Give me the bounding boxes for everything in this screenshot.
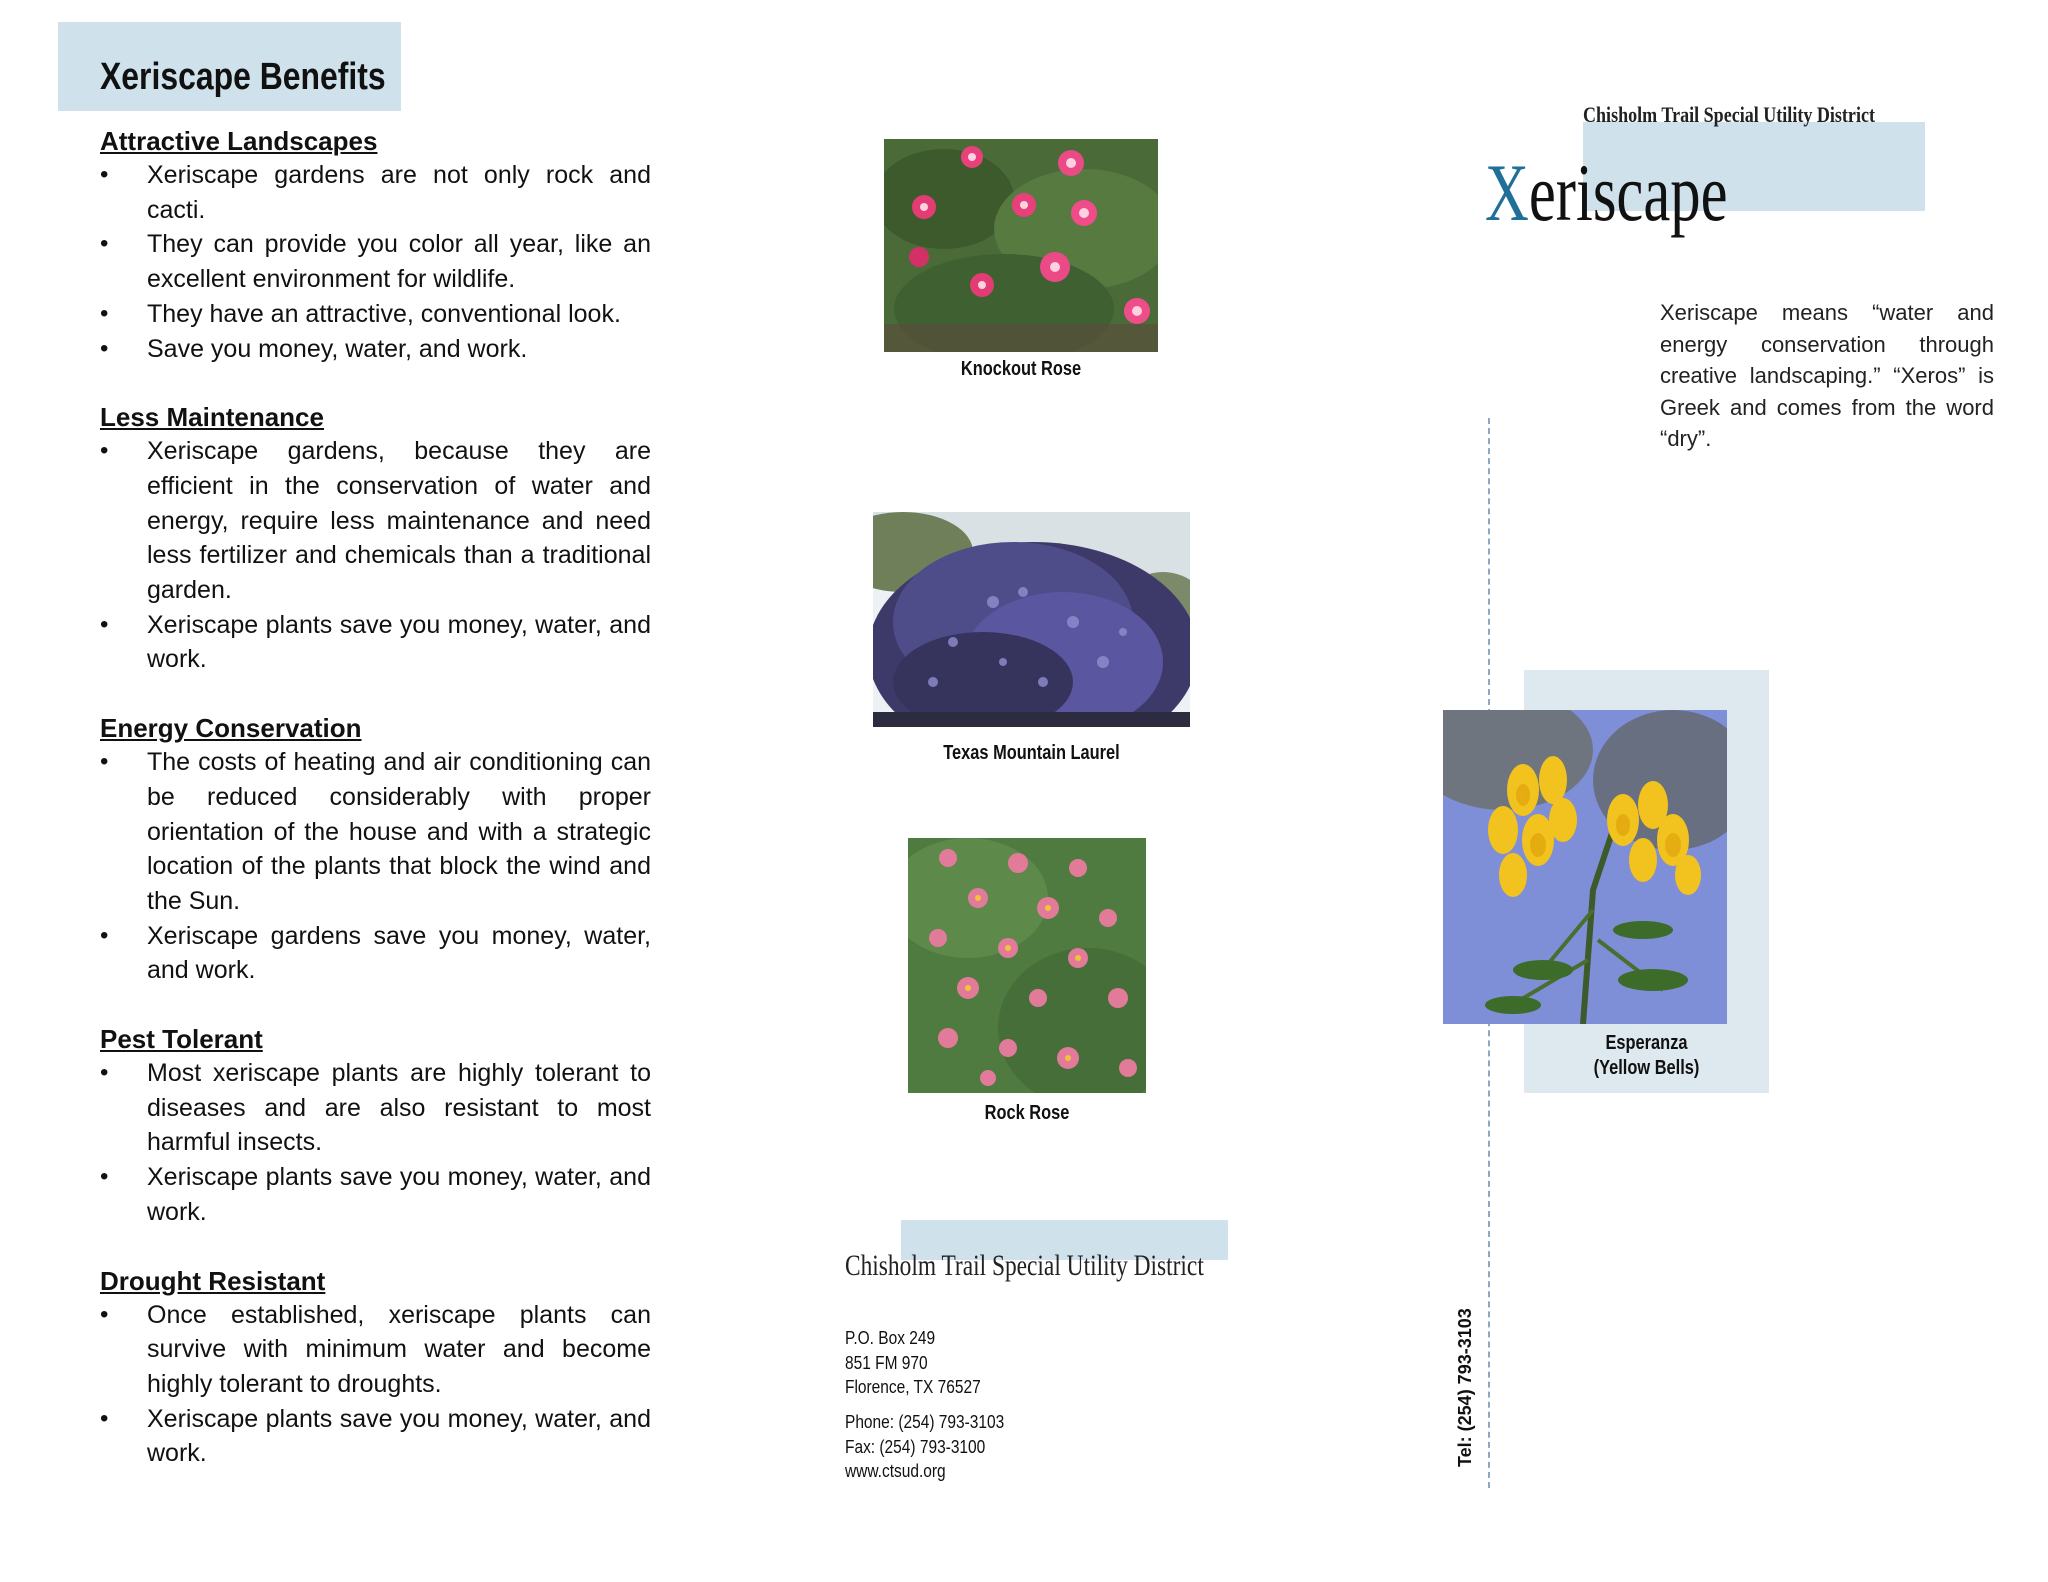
bullet-item: • Once established, xeriscape plants can survive with minimum water and become highly tolerant to droughts. <box>100 1298 651 1402</box>
section-drought-resistant <box>100 1264 651 1472</box>
address-line: Florence, TX 76527 <box>845 1377 981 1397</box>
feature-plant-caption <box>1546 1031 1747 1081</box>
section-heading: Attractive Landscapes <box>100 126 378 156</box>
vertical-phone: Tel: (254) 793-3103 <box>1455 1308 1475 1467</box>
fax-line: Fax: (254) 793-3100 <box>845 1436 986 1457</box>
bullet-item: • The costs of heating and air conditioning can be reduced considerably with proper orientation of the house and with a strategic location of the plants that block the wind and the Sun. <box>100 745 651 919</box>
bullet-item: • Most xeriscape plants are highly tolerant to diseases and are also resistant to most harmful insects. <box>100 1056 651 1160</box>
benefits-list <box>100 124 651 1505</box>
bullet-item: • Xeriscape plants save you money, water, and work. <box>100 1402 651 1471</box>
contact-info <box>845 1410 1004 1484</box>
section-heading: Less Maintenance <box>100 402 324 433</box>
benefits-title: Xeriscape Benefits <box>100 56 386 98</box>
title-rest: eriscape <box>1528 147 1728 238</box>
phone-line: Phone: (254) 793-3103 <box>845 1412 1005 1432</box>
address-line: 851 FM 970 <box>845 1352 928 1373</box>
plant-caption: Knockout Rose <box>960 358 1082 380</box>
bullet-item: • Xeriscape gardens save you money, water, and work. <box>100 919 651 988</box>
title-initial: X <box>1485 147 1529 238</box>
cover-org-name: Chisholm Trail Special Utility District <box>1583 102 1875 127</box>
feature-caption-line: Esperanza <box>1605 1032 1688 1054</box>
section-pest-tolerant <box>100 1022 651 1230</box>
feature-caption-line: (Yellow Bells) <box>1593 1057 1700 1079</box>
address-line: P.O. Box 249 <box>845 1328 936 1348</box>
intro-paragraph: Xeriscape means “water and energy conservation through creative landscaping.” “Xeros” is Greek and comes from the word “dry”. <box>1660 300 1994 451</box>
section-heading: Drought Resistant <box>100 1265 326 1296</box>
esperanza-photo <box>1443 710 1727 1024</box>
bullet-item: • Save you money, water, and work. <box>100 332 651 367</box>
bullet-item: • They can provide you color all year, like an excellent environment for wildlife. <box>100 227 651 296</box>
plant-caption: Rock Rose <box>984 1102 1070 1124</box>
texas-mountain-laurel-photo <box>873 512 1190 727</box>
bullet-item: • They have an attractive, conventional look. <box>100 297 651 332</box>
section-heading: Energy Conservation <box>100 713 362 744</box>
bullet-item: • Xeriscape plants save you money, water, and work. <box>100 608 651 677</box>
website-link[interactable]: www.ctsud.org <box>845 1461 946 1481</box>
bullet-item: • Xeriscape gardens are not only rock and cacti. <box>100 158 651 227</box>
bullet-item: • Xeriscape gardens, because they are efficient in the conservation of water and energy, require less maintenance and need less fertilizer and chemicals than a traditional garden. <box>100 434 651 608</box>
cover-title <box>1485 147 1728 238</box>
section-attractive-landscapes <box>100 124 651 366</box>
section-less-maintenance <box>100 400 651 677</box>
section-heading: Pest Tolerant <box>100 1024 263 1055</box>
plant-caption: Texas Mountain Laurel <box>943 742 1120 764</box>
knockout-rose-photo <box>884 139 1158 352</box>
rock-rose-photo <box>908 838 1146 1093</box>
section-energy-conservation <box>100 711 651 988</box>
mailing-address <box>845 1326 981 1400</box>
org-name: Chisholm Trail Special Utility District <box>845 1249 1204 1282</box>
bullet-item: • Xeriscape plants save you money, water, and work. <box>100 1160 651 1229</box>
